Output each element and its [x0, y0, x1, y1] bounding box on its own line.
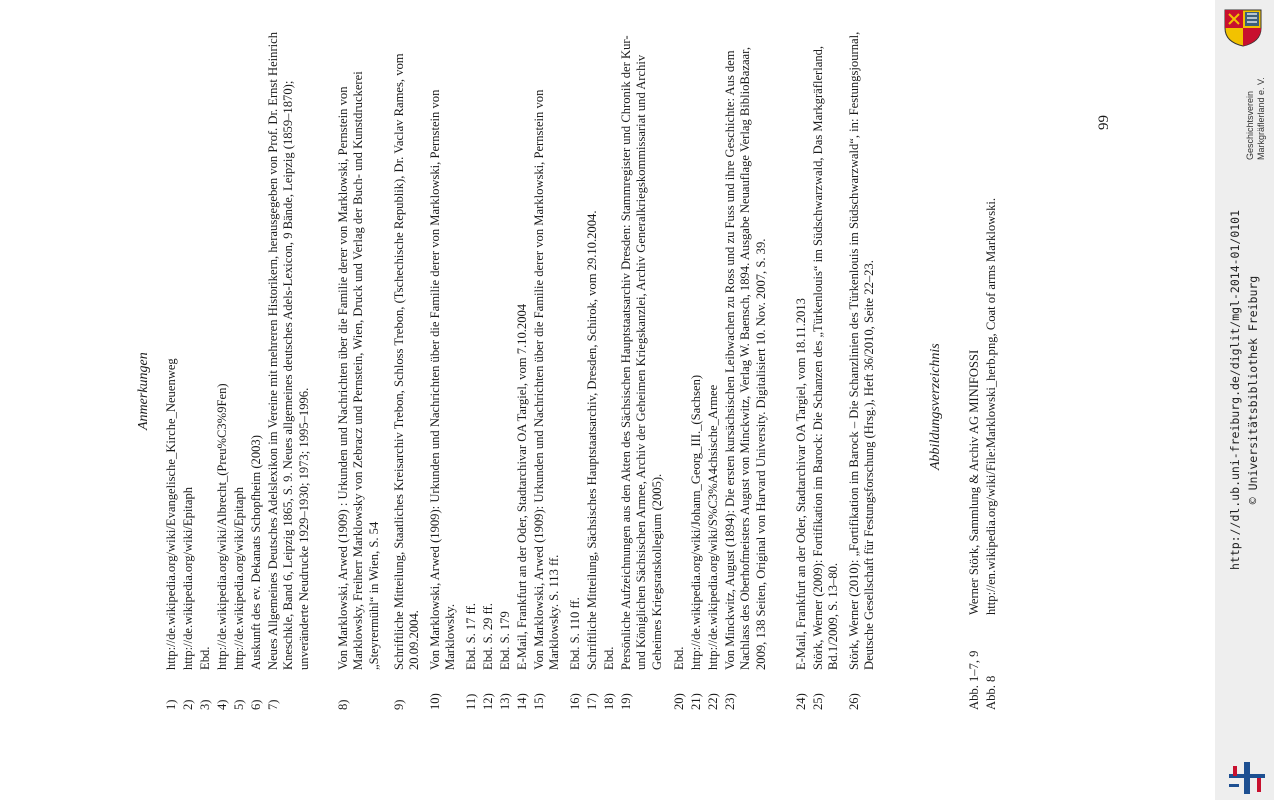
notes-heading: Anmerkungen: [136, 352, 151, 430]
page-number: 99: [1096, 115, 1112, 130]
library-logo-icon: [1227, 760, 1267, 796]
source-attribution: [1226, 180, 1262, 600]
document-content: Anmerkungen 1) http://de.wikipedia.org/wiki/Evangelische_Kirche_Neuenweg 2) http://de.wikipedia.org/wiki/Epitaph 3) Ebd. 4) http://de.wikipedia.org/wiki/Albrecht_(Preu%C3%9Fen) 5) http://de.wikipedia.org/wiki/Epitaph 6) Auskunft des ev. Dekanats Schopfheim (2003) 7) Neues Allgemeines Deutsches Adelslexikon im Vereine mit mehreren Historikern, herausgegeben von Prof. Dr. Ernst Heinrich Kneschkle, Band 6, Leipzig 1865, S. 9. Neues allgemeines deutsches Adels-Lexicon, 9 Bände, Leipzig (1859–1870); unveränderte Neudrucke 1929–1930; 1973; 1995–1996. 8) Von Marklowski, Arwed (1909) : Urkunden und Nachrichten über die Familie derer von Marklowski, Pernstein von Marklowsky, Freiherr Marklowsky von Zebracz und Pernstein, Wien, Druck und Verlag der Buch- und Kunstdruckerei „Steyrermühl“ in Wien, S. 54 9) Schriftliche Mitteilung, Staatliches Kreisarchiv Trebon, Schloss Trebon, (Tschechische Republik), Dr. Vaclav Rames, vom 20.09.2004. 10) Von Marklowski, Arwed (1909): Urkunden und Nachrichten über die Familie derer von Marklowski, Pernstein von Marklowsky. 11) Ebd. S. 17 ff. 12) Ebd. S. 29 ff. 13) Ebd. S. 179 14) E-Mail, Frankfurt an der Oder, Stadtarchivar OA Targiel, vom 7.10.2004 15) Von Marklowski, Arwed (1909): Urkunden und Nachrichten über die Familie derer von Marklowski, Pernstein von Marklowsky. S. 113 ff. 16) Ebd. S. 110 ff. 17) Schriftliche Mitteilung, Sächsisches Hauptstaatsarchiv, Dresden, Schirok, vom 29.10.2004. 18) Ebd. 19) Persönliche Aufzeichnungen aus den Akten des Sächsischen Hauptstaatsarchiv Dresden: Stammregister und Chronik der Kur- und Königlichen Sächsischen Armee, Archiv der Geheimen Kriegskanzlei, Archiv Generalkriegskommissariat und Archiv Geheimes Kriegsratskollegium (2005). 20) Ebd. 21) http://de.wikipedia.org/wiki/Johann_Georg_III._(Sachsen) 22) http://de.wikipedia.org/wiki/S%C3%A4chsische_Armee 23) Von Minckwitz, August (1894): Die ersten kursächsischen Leibwachen zu Ross und zu Fuss und ihre Geschichte: Aus dem Nachlass des Oberhofmeisters August von Minckwitz, Verlag W. Baensch, 1894. Ausgabe Neuauflage Verlag BiblioBazaar, 2009, 138 Seiten, Original von Harvard University. Digitalisiert 10. Nov. 2007, S. 39. 24) E-Mail, Frankfurt an der Oder, Stadtarchivar OA Targiel, vom 18.11.2013 25) Störk, Werner (2009): Fortifikation im Barock: Die Schanzen des „Türkenlouis“ im Südschwarzwald, Das Markgräflerland, Bd.1/2009, S. 13–80. 26) Störk, Werner (2010): „Fortifikation im Barock – Die Schanzlinien des Türkenlouis im Südschwarzwald“, in: Festungsjournal, Deutsche Gesellschaft für Festungsforschung (Hrsg.), Heft 36/2010, Seite 22–23. Abbildungsverzeichnis Abb. 1–7, 9 Werner Störk, Sammlung & Archiv AG MINIFOSSI Abb. 8 http://en.wikipedia.org/wiki/File:Marklowski_herb.png, Coat of arms Marklowski. 99: [136, 31, 1112, 710]
association-name: Geschichtsverein Markgräflerland e. V.: [1245, 77, 1266, 160]
permalink-url[interactable]: http://dl.ub.uni-freiburg.de/diglit/mgl-2014-01/0101: [1228, 209, 1242, 571]
rotated-document-page: [110, 0, 1210, 800]
figures-heading: Abbildungsverzeichnis: [928, 343, 943, 470]
copyright-notice: © Universitätsbibliothek Freiburg: [1246, 275, 1260, 505]
